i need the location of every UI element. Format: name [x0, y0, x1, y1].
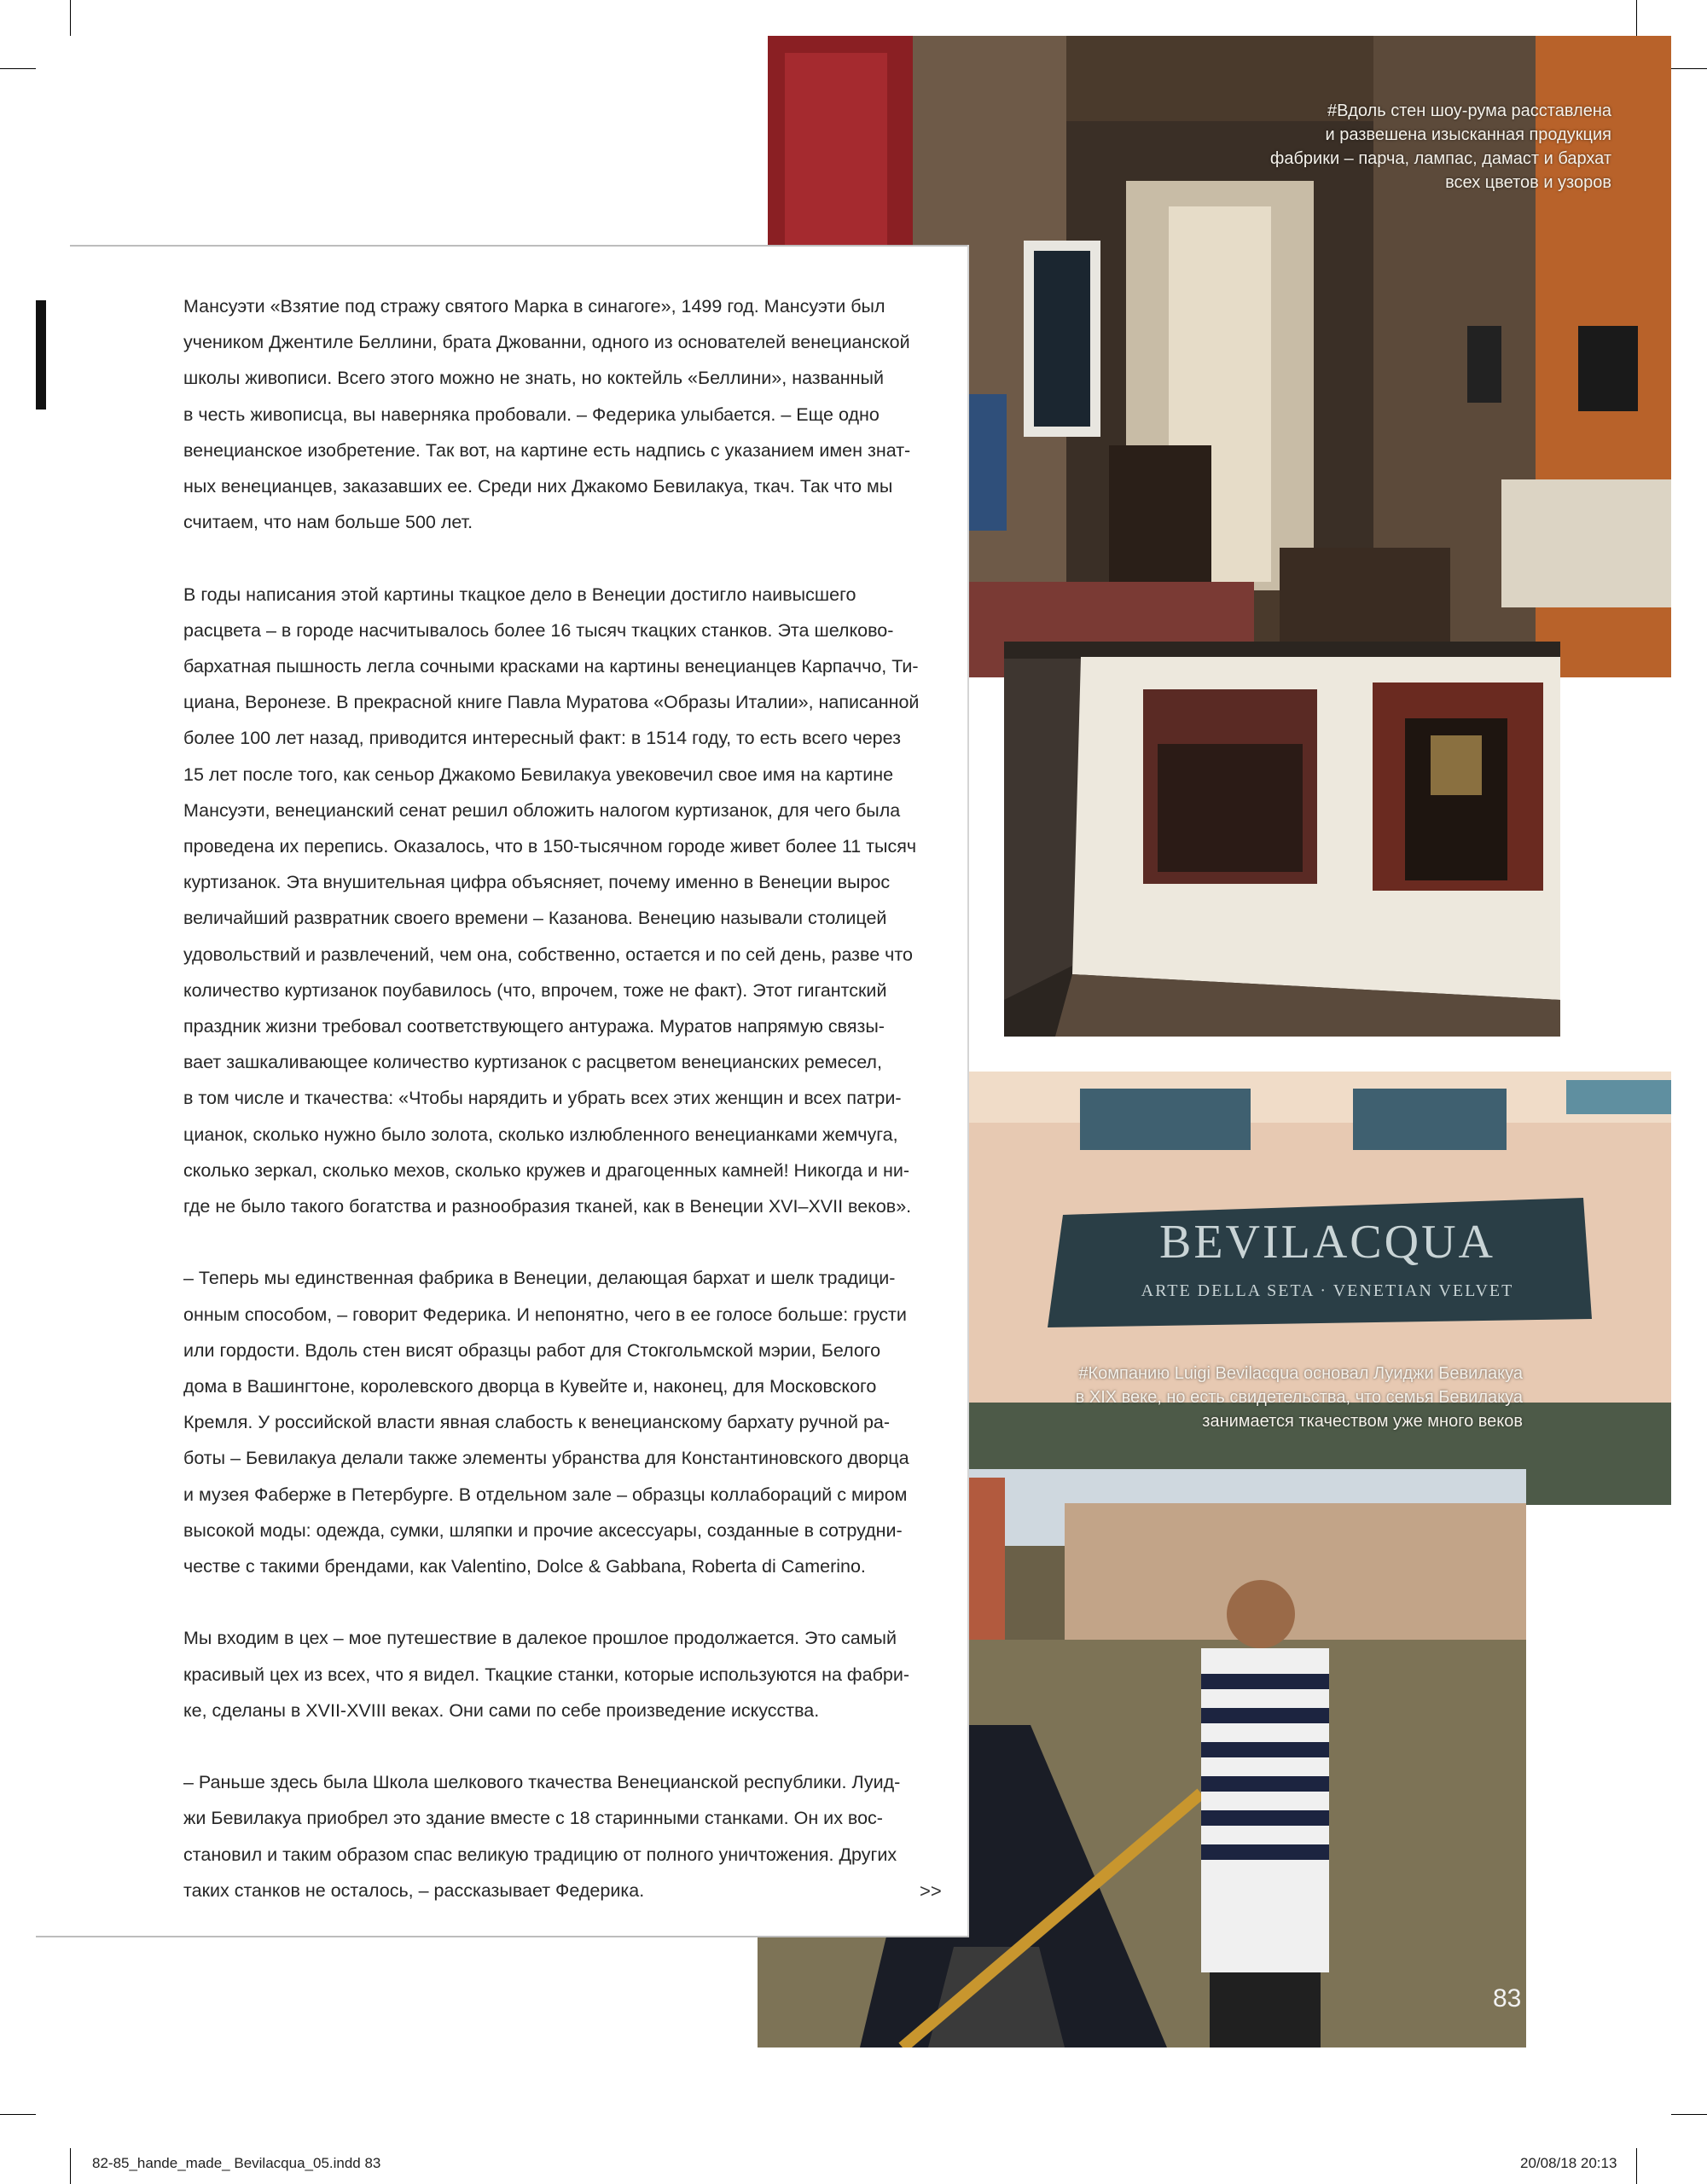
text-line: В годы написания этой картины ткацкое дело в Венеции достигло наивысшего: [183, 584, 856, 605]
caption-line: в XIX веке, но есть свидетельства, что семья Бевилакуа: [1075, 1388, 1523, 1407]
storefront-sign: BEVILACQUA: [1159, 1216, 1495, 1269]
text-line: – Раньше здесь была Школа шелкового ткачества Венецианской республики. Луид-: [183, 1772, 901, 1793]
page-number: 83: [1493, 1984, 1522, 2013]
crop-mark: [0, 68, 36, 69]
text-line: высокой моды: одежда, сумки, шляпки и прочие аксессуары, созданные в сотрудни-: [183, 1519, 903, 1541]
paragraph: [183, 288, 943, 540]
text-line: Мансуэти, венецианский сенат решил обложить налогом куртизанок, для чего была: [183, 799, 901, 821]
text-line: таких станков не осталось, – рассказывает Федерика.: [183, 1879, 645, 1901]
text-line: венецианское изобретение. Так вот, на картине есть надпись с указанием имен знат-: [183, 439, 911, 461]
text-line: – Теперь мы единственная фабрика в Венеции, делающая бархат и шелк традици-: [183, 1268, 896, 1289]
text-line: бархатная пышность легла сочными красками на картины венецианцев Карпаччо, Ти-: [183, 656, 919, 677]
caption-line: #Вдоль стен шоу-рума расставлена: [1327, 102, 1611, 120]
panel-border-top: [70, 245, 969, 247]
paragraph: [183, 1764, 943, 1908]
text-line: расцвета – в городе насчитывалось более 16 тысяч ткацких станков. Эта шелково-: [183, 619, 894, 641]
text-line: учеником Джентиле Беллини, брата Джованни, одного из основателей венецианской: [183, 332, 910, 353]
caption-line: занимается ткачеством уже много веков: [1202, 1412, 1523, 1431]
caption-line: и развешена изысканная продукция: [1325, 125, 1611, 144]
text-line: жи Бевилакуа приобрел это здание вместе с 18 старинными станками. Он их вос-: [183, 1808, 883, 1829]
storefront-caption: [1076, 1362, 1523, 1433]
text-line: честве с такими брендами, как Valentino, Dolce & Gabbana, Roberta di Camerino.: [183, 1556, 866, 1577]
text-line: цианок, сколько нужно было золота, сколько излюбленного венецианками жемчуга,: [183, 1124, 898, 1145]
paragraph: [183, 1260, 943, 1584]
text-line: школы живописи. Всего этого можно не знать, но коктейль «Беллини», названный: [183, 368, 884, 389]
storefront-subsign: ARTE DELLA SETA · VENETIAN VELVET: [1141, 1281, 1514, 1300]
text-line: количество куртизанок поубавилось (что, впрочем, тоже не факт). Этот гигантский: [183, 979, 887, 1001]
text-line: где не было такого богатства и разнообразия тканей, как в Венеции XVI–XVII веков».: [183, 1196, 912, 1217]
text-line: ке, сделаны в XVII-XVIII веках. Они сами по себе произведение искусства.: [183, 1699, 820, 1721]
crop-mark: [70, 2148, 71, 2184]
text-line: Мы входим в цех – мое путешествие в далекое прошлое продолжается. Это самый: [183, 1628, 897, 1649]
crop-mark: [1671, 68, 1707, 69]
text-line: праздник жизни требовал соответствующего антуража. Муратов напрямую связы-: [183, 1016, 885, 1037]
text-line: ных венецианцев, заказавших ее. Среди них Джакомо Бевилакуа, ткач. Так что мы: [183, 476, 893, 497]
text-line: 15 лет после того, как сеньор Джакомо Бевилакуа увековечил свое имя на картине: [183, 764, 894, 785]
text-line: в честь живописца, вы наверняка пробовали. – Федерика улыбается. – Еще одно: [183, 404, 880, 425]
text-line: считаем, что нам больше 500 лет.: [183, 512, 473, 533]
text-line: удовольствий и развлечений, чем она, собственно, остается и по сей день, разве что: [183, 944, 913, 965]
text-line: боты – Бевилакуа делали также элементы убранства для Константиновского дворца: [183, 1448, 909, 1469]
crop-mark: [1636, 2148, 1637, 2184]
caption-line: всех цветов и узоров: [1445, 173, 1611, 192]
text-line: Мансуэти «Взятие под стражу святого Марка в синагоге», 1499 год. Мансуэти был: [183, 296, 885, 317]
text-line: Кремля. У российской власти явная слабость к венецианскому бархату ручной ра-: [183, 1412, 891, 1433]
crop-mark: [1636, 0, 1637, 36]
book-photo: [1004, 642, 1560, 1037]
text-line: вает зашкаливающее количество куртизанок с расцветом венецианских ремесел,: [183, 1052, 882, 1073]
paragraph: [183, 577, 943, 1225]
caption-line: фабрики – парча, лампас, дамаст и бархат: [1269, 149, 1611, 168]
crop-mark: [1671, 2114, 1707, 2115]
footer-file-slug: 82-85_hande_made_ Bevilacqua_05.indd 83: [92, 2155, 381, 2171]
crop-mark: [0, 2114, 36, 2115]
text-line: становил и таким образом спас великую традицию от полного уничтожения. Других: [183, 1844, 897, 1865]
showroom-caption: [1270, 99, 1611, 195]
text-line: сколько зеркал, сколько мехов, сколько кружев и драгоценных камней! Никогда и ни-: [183, 1159, 910, 1181]
text-line: или гордости. Вдоль стен висят образцы работ для Стокгольмской мэрии, Белого: [183, 1339, 881, 1361]
paragraph: [183, 1620, 943, 1728]
text-line: более 100 лет назад, приводится интересный факт: в 1514 году, то есть всего через: [183, 728, 901, 749]
text-line: в том числе и ткачества: «Чтобы нарядить и убрать всех этих женщин и всех патри-: [183, 1088, 902, 1109]
storefront-photo: [969, 1072, 1671, 1505]
section-marker-bar: [36, 300, 46, 410]
text-line: онным способом, – говорит Федерика. И непонятно, чего в ее голосе больше: грусти: [183, 1304, 907, 1325]
caption-line: #Компанию Luigi Bevilacqua основал Луиджи Бевилакуа: [1078, 1364, 1523, 1383]
panel-border-right: [967, 245, 969, 1937]
text-line: дома в Вашингтоне, королевского дворца в Кувейте и, наконец, для Московского: [183, 1376, 877, 1397]
text-line: куртизанок. Эта внушительная цифра объясняет, почему именно в Венеции вырос: [183, 872, 891, 893]
text-line: красивый цех из всех, что я видел. Ткацкие станки, которые используются на фабри-: [183, 1664, 910, 1685]
footer-datetime: 20/08/18 20:13: [1520, 2155, 1617, 2171]
article-body: [183, 288, 943, 1944]
continue-marker: >>: [920, 1880, 942, 1902]
crop-mark: [70, 0, 71, 36]
text-line: величайший развратник своего времени – Казанова. Венецию называли столицей: [183, 908, 887, 929]
text-line: проведена их перепись. Оказалось, что в 150-тысячном городе живет более 11 тысяч: [183, 836, 917, 857]
text-line: циана, Веронезе. В прекрасной книге Павла Муратова «Образы Италии», написанной: [183, 692, 920, 713]
text-line: и музея Фаберже в Петербурге. В отдельном зале – образцы коллабораций с миром: [183, 1484, 908, 1505]
